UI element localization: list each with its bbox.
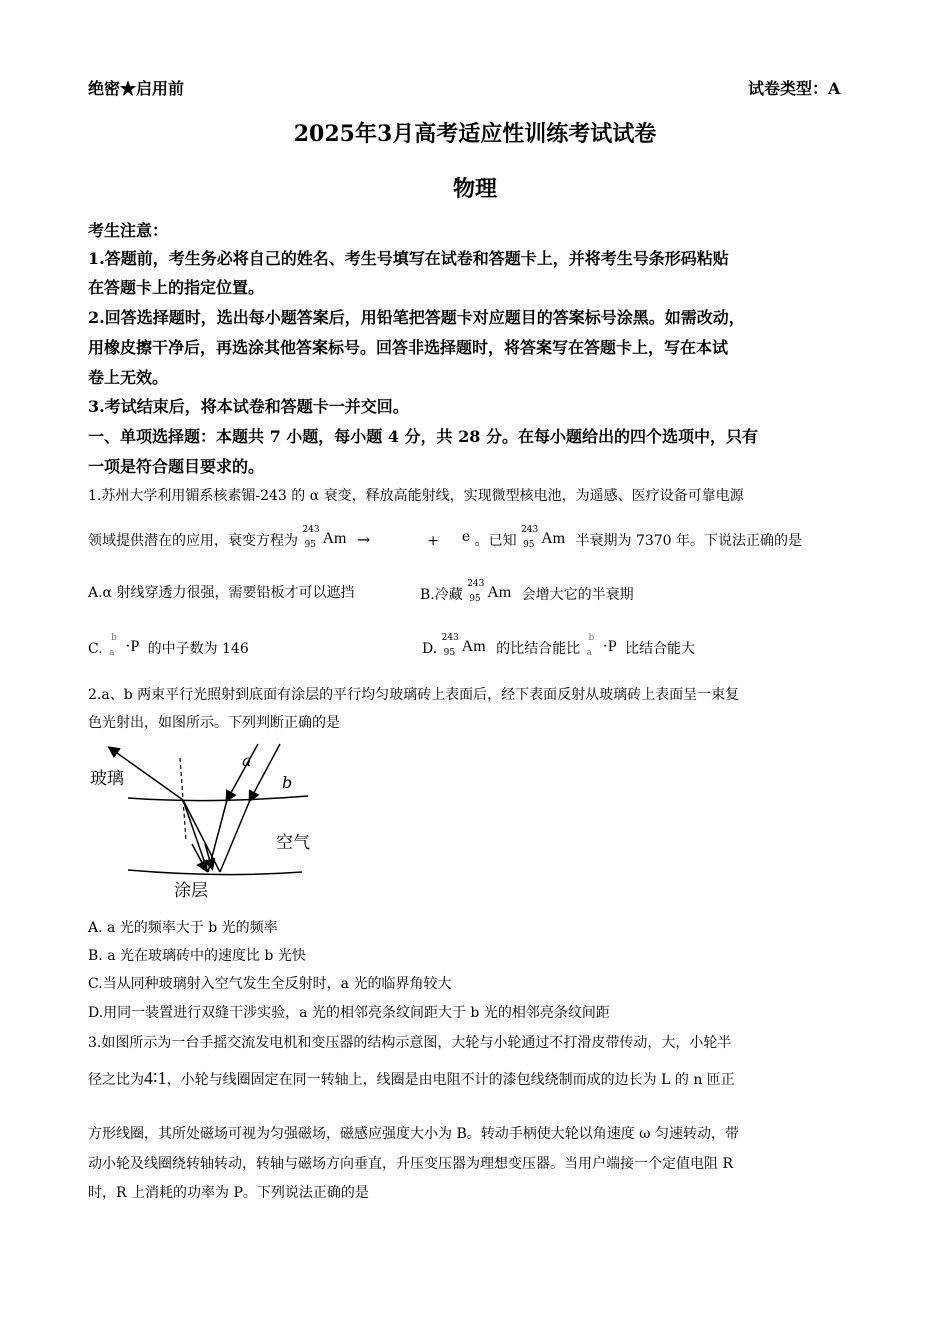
exam-title: 2025年3月高考适应性训练考试试卷 bbox=[293, 121, 657, 147]
notice-line: 用橡皮擦干净后，再选涂其他答案标号。回答非选择题时，将答案写在答题卡上，写在本试 bbox=[88, 338, 729, 357]
notice-line: 1.答题前，考生务必将自己的姓名、考生号填写在试卷和答题卡上，并将考生号条形码粘贴 bbox=[88, 249, 729, 268]
glass-label: 玻璃 bbox=[90, 769, 124, 789]
q3-stem: 时，R 上消耗的功率为 P。下列说法正确的是 bbox=[88, 1185, 369, 1201]
paper-type-label: 试卷类型：A bbox=[748, 79, 841, 98]
q3-stem: 径之比为4∶1，小轮与线圈固定在同一转轴上，线圈是由电阻不计的漆包线绕制而成的边长为 L 的 n 匝正 bbox=[88, 1068, 735, 1088]
notice-line: 在答题卡上的指定位置。 bbox=[88, 278, 265, 297]
am-nuclide: 243 95 Am bbox=[302, 525, 347, 550]
ray-a-label: a bbox=[242, 751, 252, 770]
q1-option-d: D. 243 95 Am 的比结合能比 b a ·P 比结合能大 bbox=[422, 636, 695, 662]
q3-stem: 动小轮及线圈绕转轴转动，转轴与磁场方向垂直，升压变压器为理想变压器。当用户端接一个定值电阻 R bbox=[88, 1156, 733, 1172]
notice-heading: 考生注意： bbox=[88, 221, 169, 240]
ray-a-reflected bbox=[183, 800, 208, 872]
ratio-value: 4∶1 bbox=[144, 1068, 167, 1088]
notice-line: 3.考试结束后，将本试卷和答题卡一并交回。 bbox=[88, 397, 409, 416]
am-nuclide: 243 95 Am bbox=[521, 525, 566, 550]
q3-stem: 3.如图所示为一台手摇交流发电机和变压器的结构示意图，大轮与小轮通过不打滑皮带传动，大，小轮半 bbox=[88, 1035, 732, 1051]
q2-option-d: D.用同一装置进行双缝干涉实验，a 光的相邻亮条纹间距大于 b 光的相邻亮条纹间距 bbox=[88, 1005, 610, 1021]
p-nuclide: b a ·P bbox=[109, 633, 140, 658]
glass-block-figure bbox=[80, 740, 320, 905]
decay-arrow: → bbox=[356, 530, 371, 549]
q1-stem-part: 半衰期为 7370 年。下说法正确的是 bbox=[575, 533, 803, 549]
q2-stem: 2.a、b 两束平行光照射到底面有涂层的平行均匀玻璃砖上表面后，经下表面反射从玻璃砖上表面呈一束复 bbox=[88, 687, 740, 703]
ray-b-label: b bbox=[282, 773, 293, 792]
q1-stem bbox=[88, 525, 803, 554]
p-nuclide: b a ·P bbox=[586, 633, 617, 658]
section-heading: 一、单项选择题：本题共 7 小题，每小题 4 分，共 28 分。在每小题给出的四个选项中，只有 bbox=[88, 427, 758, 446]
subject-title: 物理 bbox=[452, 176, 497, 202]
q3-stem: 方形线圈，其所处磁场可视为匀强磁场，磁感应强度大小为 B。转动手柄使大轮以角速度 ω 匀速转动，带 bbox=[88, 1126, 740, 1142]
q1-option-a: A.α 射线穿透力很强，需要铅板才可以遮挡 bbox=[88, 585, 355, 601]
q1-stem-part: 领域提供潜在的应用，衰变方程为 bbox=[88, 533, 298, 549]
plus-sign: + bbox=[427, 533, 439, 549]
q1-stem-part: 。已知 bbox=[474, 533, 517, 549]
glass-top-surface bbox=[128, 796, 308, 801]
am-nuclide: 243 95 Am bbox=[467, 579, 512, 604]
air-label: 空气 bbox=[276, 833, 310, 853]
q2-option-c: C.当从同种玻璃射入空气发生全反射时，a 光的临界角较大 bbox=[88, 976, 452, 992]
notice-line: 2.回答选择题时，选出每小题答案后，用铅笔把答题卡对应题目的答案标号涂黑。如需改动， bbox=[88, 308, 745, 327]
ray-b-incoming bbox=[250, 744, 280, 800]
q1-option-b: B.冷藏 243 95 Am 会增大它的半衰期 bbox=[420, 582, 634, 608]
q1-option-c: C. b a ·P 的中子数为 146 bbox=[88, 636, 249, 662]
q1-stem: 1.苏州大学利用镅系核素镅-243 的 α 衰变，释放高能射线，实现微型核电池，为遥感、医疗设备可靠电源 bbox=[88, 488, 744, 504]
section-heading: 一项是符合题目要求的。 bbox=[88, 457, 265, 476]
coating-label: 涂层 bbox=[174, 881, 208, 901]
am-nuclide: 243 95 Am bbox=[441, 633, 486, 658]
q2-option-b: B. a 光在玻璃砖中的速度比 b 光快 bbox=[88, 948, 306, 964]
glass-bottom-surface bbox=[128, 870, 302, 875]
confidential-label: 绝密★启用前 bbox=[88, 79, 185, 98]
q2-stem: 色光射出，如图所示。下列判断正确的是 bbox=[88, 715, 340, 731]
e-symbol: e bbox=[461, 529, 471, 545]
notice-line: 卷上无效。 bbox=[88, 368, 169, 387]
q2-option-a: A. a 光的频率大于 b 光的频率 bbox=[88, 920, 278, 936]
